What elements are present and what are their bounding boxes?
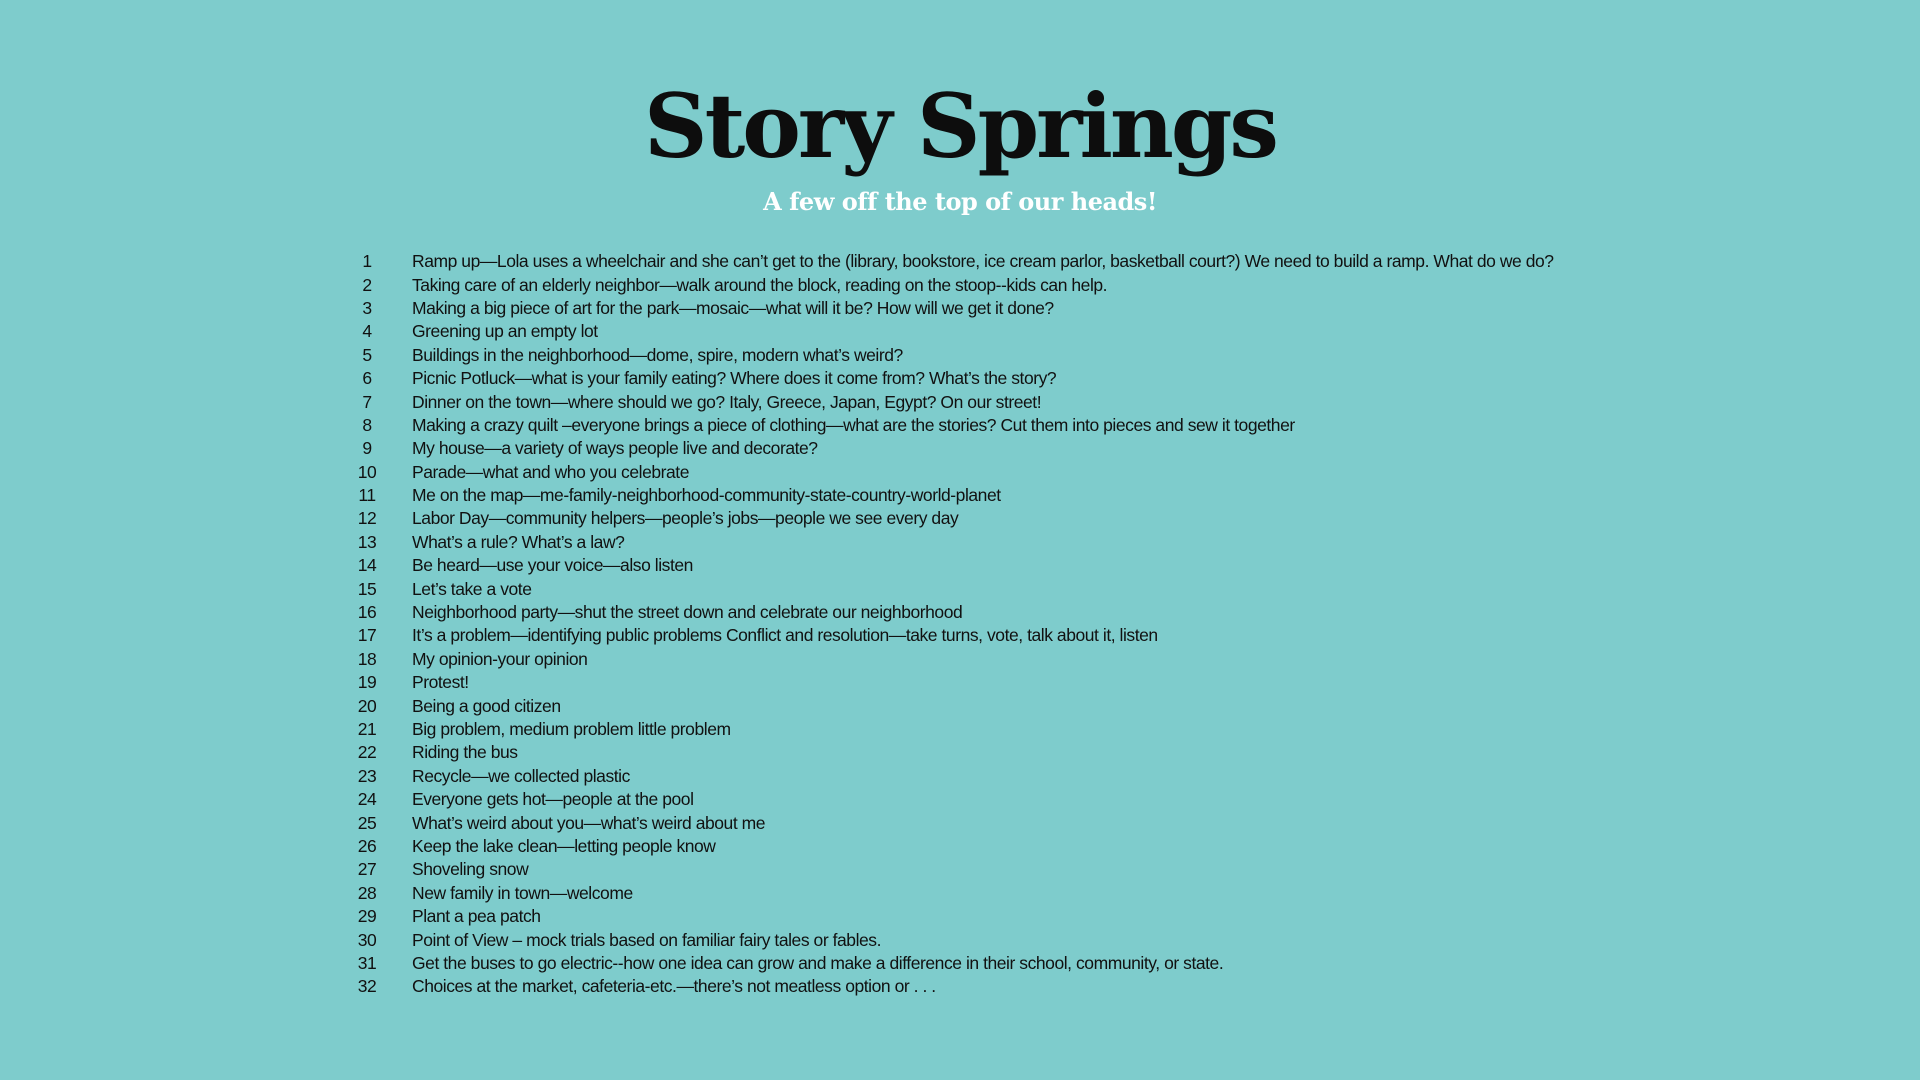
list-item: [352, 765, 1872, 788]
list-item: [352, 484, 1872, 507]
list-item-text: What’s a rule? What’s a law?: [412, 531, 625, 552]
list-item: [352, 718, 1872, 741]
list-item-text: Get the buses to go electric--how one idea can grow and make a difference in their school, community, or state.: [412, 952, 1224, 973]
list-item: [352, 577, 1872, 600]
list-item-text: Being a good citizen: [412, 695, 561, 716]
list-item-number: 29: [357, 906, 377, 927]
list-item-text: My house—a variety of ways people live and decorate?: [412, 438, 818, 459]
list-item: [352, 531, 1872, 554]
list-item-number: 19: [357, 672, 377, 693]
list-item-number: 10: [357, 461, 377, 482]
list-item-number: 16: [357, 602, 377, 623]
list-item-text: Parade—what and who you celebrate: [412, 461, 690, 482]
list-item-text: Recycle—we collected plastic: [412, 765, 630, 786]
list-item-text: Ramp up—Lola uses a wheelchair and she can’t get to the (library, bookstore, ice cream parlor, basketball court?) We need to build a ramp. What do we do?: [412, 251, 1554, 272]
list-item-number: 21: [357, 719, 377, 739]
list-item-text: Protest!: [412, 672, 469, 693]
list-item-number: 3: [362, 297, 372, 318]
list-item: [352, 882, 1872, 905]
list-item-text: Choices at the market, cafeteria-etc.—there’s not meatless option or . . .: [412, 976, 936, 997]
list-item-text: Plant a pea patch: [412, 906, 541, 927]
list-item-text: Riding the bus: [412, 742, 518, 763]
list-item: [352, 811, 1872, 834]
list-item-text: Buildings in the neighborhood—dome, spire, modern what’s weird?: [412, 344, 903, 365]
list-item-number: 11: [358, 485, 376, 506]
list-item: [352, 414, 1872, 437]
list-item-text: Picnic Potluck—what is your family eating? Where does it come from? What’s the story?: [412, 368, 1057, 389]
list-item-number: 1: [362, 251, 372, 272]
list-item-number: 24: [357, 789, 377, 810]
story-list: [352, 250, 1872, 999]
list-item: [352, 461, 1872, 484]
list-item: [352, 928, 1872, 951]
list-item-number: 27: [357, 859, 377, 880]
list-item-text: Taking care of an elderly neighbor—walk around the block, reading on the stoop--kids can help.: [412, 274, 1108, 295]
list-item-text: Let’s take a vote: [412, 578, 532, 599]
list-item-text: Dinner on the town—where should we go? Italy, Greece, Japan, Egypt? On our street!: [412, 391, 1042, 412]
list-item-text: New family in town—welcome: [412, 882, 633, 903]
list-item-number: 28: [357, 882, 377, 903]
list-item-text: Making a big piece of art for the park—mosaic—what will it be? How will we get it done?: [412, 297, 1054, 318]
list-item-number: 2: [362, 274, 372, 295]
list-item: [352, 788, 1872, 811]
list-item-number: 15: [357, 578, 377, 599]
list-item: [352, 437, 1872, 460]
list-item-number: 12: [357, 508, 377, 529]
list-item: [352, 250, 1872, 273]
list-item: [352, 671, 1872, 694]
list-item: [352, 624, 1872, 647]
list-item: [352, 297, 1872, 320]
page-subtitle: A few off the top of our heads!: [763, 187, 1157, 216]
list-item-number: 23: [357, 765, 377, 786]
list-item-text: My opinion-your opinion: [412, 648, 588, 669]
list-item: [352, 905, 1872, 928]
list-item-number: 20: [357, 695, 377, 716]
list-item-text: It’s a problem—identifying public problems Conflict and resolution—take turns, vote, talk about it, listen: [412, 625, 1158, 646]
list-item-text: Be heard—use your voice—also listen: [412, 555, 693, 576]
list-item: [352, 952, 1872, 975]
list-item-text: Me on the map—me-family-neighborhood-community-state-country-world-planet: [412, 485, 1001, 506]
list-item-number: 8: [362, 414, 372, 435]
list-item: [352, 858, 1872, 881]
list-item: [352, 741, 1872, 764]
list-item-number: 17: [357, 625, 377, 646]
list-item-text: Neighborhood party—shut the street down and celebrate our neighborhood: [412, 602, 963, 623]
list-item-number: 14: [357, 555, 377, 576]
list-item: [352, 694, 1872, 717]
list-item: [352, 320, 1872, 343]
list-item-number: 13: [357, 531, 377, 552]
list-item-number: 32: [357, 976, 377, 997]
list-item-text: Making a crazy quilt –everyone brings a piece of clothing—what are the stories? Cut them into pieces and sew it together: [412, 414, 1295, 435]
list-item: [352, 390, 1872, 413]
list-item-number: 18: [357, 648, 377, 669]
list-item-text: Keep the lake clean—letting people know: [412, 835, 716, 856]
list-item: [352, 648, 1872, 671]
list-item: [352, 835, 1872, 858]
list-item-number: 30: [357, 929, 377, 950]
list-item-number: 7: [362, 391, 372, 412]
list-item: [352, 601, 1872, 624]
list-item-number: 22: [357, 742, 377, 763]
list-item: [352, 344, 1872, 367]
list-item-text: Everyone gets hot—people at the pool: [412, 789, 694, 810]
list-item-text: Big problem, medium problem little problem: [412, 719, 731, 739]
list-item: [352, 367, 1872, 390]
list-item-number: 9: [362, 438, 372, 459]
list-item-text: Shoveling snow: [412, 859, 529, 880]
list-item-text: Greening up an empty lot: [412, 321, 598, 342]
list-item-number: 6: [362, 368, 372, 389]
list-item: [352, 507, 1872, 530]
list-item-number: 4: [362, 321, 372, 342]
list-item: [352, 554, 1872, 577]
list-item-text: Labor Day—community helpers—people’s jobs—people we see every day: [412, 508, 959, 529]
list-item-number: 5: [362, 344, 372, 365]
list-item-number: 25: [357, 812, 377, 833]
list-item-number: 26: [357, 835, 377, 856]
list-item-number: 31: [357, 952, 377, 973]
list-item-text: Point of View – mock trials based on familiar fairy tales or fables.: [412, 929, 882, 950]
list-item-text: What’s weird about you—what’s weird about me: [412, 812, 766, 833]
list-item: [352, 975, 1872, 998]
page-title: Story Springs: [644, 74, 1276, 178]
list-item: [352, 273, 1872, 296]
